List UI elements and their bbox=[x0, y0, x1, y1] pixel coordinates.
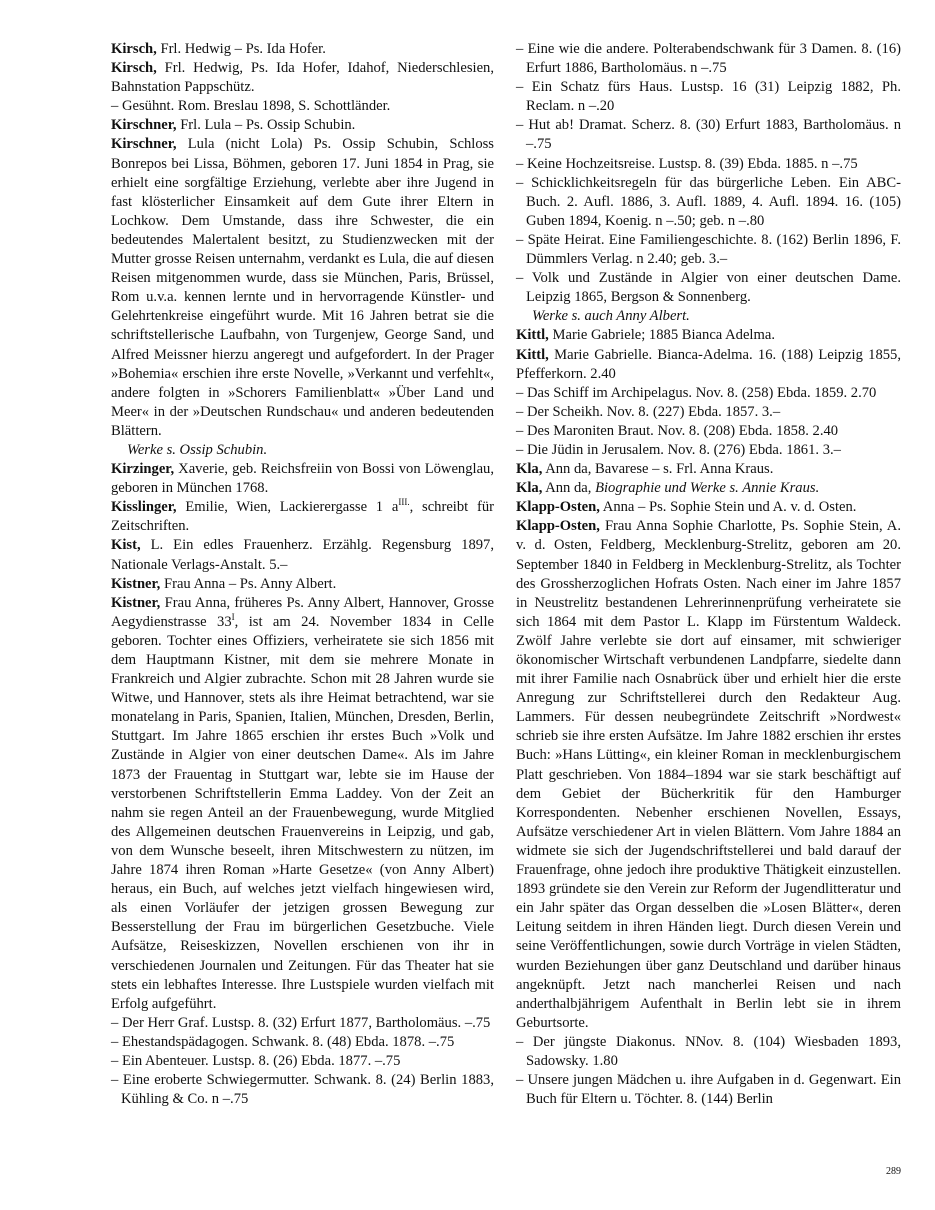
entry-headword: Kistner, bbox=[111, 575, 161, 592]
entry-kirzinger bbox=[111, 460, 494, 498]
work-item: – Des Maroniten Braut. Nov. 8. (208) Ebda. 1858. 2.40 bbox=[516, 422, 839, 439]
entry-kla-1 bbox=[516, 460, 901, 479]
work-item: – Ein Abenteuer. Lustsp. 8. (26) Ebda. 1877. –.75 bbox=[111, 1052, 401, 1069]
entry-text: Ann da, bbox=[542, 480, 596, 497]
entry-headword: Kistner, bbox=[111, 594, 161, 611]
work-item: – Volk und Zustände in Algier von einer deutschen Dame. Leipzig 1865, Bergson & Sonnenberg. bbox=[516, 270, 901, 306]
entry-kirsch-1 bbox=[111, 40, 494, 59]
entry-klapp-osten-1 bbox=[516, 498, 901, 517]
entry-text: Marie Gabriele; 1885 Bianca Adelma. bbox=[548, 327, 775, 344]
work-item: – Der Scheikh. Nov. 8. (227) Ebda. 1857. 3.– bbox=[516, 403, 781, 420]
superscript: III. bbox=[398, 497, 410, 508]
entry-kist bbox=[111, 536, 494, 574]
work-item: – Die Jüdin in Jerusalem. Nov. 8. (276) Ebda. 1861. 3.– bbox=[516, 441, 841, 458]
entry-headword: Klapp-Osten, bbox=[516, 518, 600, 535]
entry-text: Lula (nicht Lola) Ps. Ossip Schubin, Schloss Bonrepos bei Lissa, Böhmen, geboren 17. Juni 1854 in Prag, sie erhielt eine sorgfältige Erziehung, verlebte aber ihre Jugend in fast klösterlicher Einsamkeit auf dem Gute ihrer Eltern in Lochkow. Dem Umstande, dass ihre Schwester, die ein bedeutendes Malertalent besitzt, zu Studienzwecken mit der Mutter grosse Reisen unternahm, verdankt es Lula, die auf diesen Reisen mitgenommen wurde, dass sie München, Paris, Brüssel, Rom u.v.a. kennen lernte und in hervorragende Künstler- und Gelehrtenkreise eingeführt wurde. Mit 16 Jahren betrat sie die schriftstellerische Laufbahn, von Turgenjew, George Sand, und Alfred Meissner hierzu angeregt und aufgefordert. In der Prager »Bohemia« erschien ihre erste Novelle, »Verkannt und verfehlt«, andere folgten in »Schorers Familienblatt« »Über Land und Meer« in der »Deutschen Rundschau« und anderen bedeutenden Blättern. bbox=[111, 136, 494, 439]
entry-text: Frau Anna – Ps. Anny Albert. bbox=[160, 575, 337, 592]
entry-headword: Kittl, bbox=[516, 346, 549, 363]
superscript: I bbox=[231, 611, 235, 622]
entry-text: Frl. Hedwig – Ps. Ida Hofer. bbox=[156, 41, 326, 57]
work-item: – Das Schiff im Archipelagus. Nov. 8. (258) Ebda. 1859. 2.70 bbox=[516, 384, 877, 401]
work-item: – Keine Hochzeitsreise. Lustsp. 8. (39) Ebda. 1885. n –.75 bbox=[516, 155, 858, 172]
work-item: – Späte Heirat. Eine Familiengeschichte. 8. (162) Berlin 1896, F. Dümmlers Verlag. n 2.40; geb. 3.– bbox=[516, 231, 901, 268]
work-item: – Der jüngste Diakonus. NNov. 8. (104) Wiesbaden 1893, Sadowsky. 1.80 bbox=[516, 1033, 901, 1069]
entry-kittl-2 bbox=[516, 346, 901, 384]
entry-text: Emilie, Wien, Lackierergasse 1 a bbox=[176, 499, 399, 516]
entry-text: Frau Anna, früheres Ps. Anny Albert, Hannover, Grosse Aegydienstrasse 33 bbox=[111, 594, 494, 630]
entry-headword: Kirzinger, bbox=[111, 461, 175, 478]
entry-text: Frl. Lula – Ps. Ossip Schubin. bbox=[176, 117, 356, 134]
entry-text: Frau Anna Sophie Charlotte, Ps. Sophie Stein, A. v. d. Osten, Feldberg, Mecklenburg-Strelitz, geboren am 20. September 1840 in Feldberg in Mecklenburg-Strelitz, als Tochter des Grossherzoglichen Hofrats Osten. Nach einer im Jahre 1857 in Neustrelitz bestandenen Lehrerinnenprüfung verheiratete sie sich 1864 mit dem Pastor L. Klapp im Fürstentum Waldeck. Zwölf Jahre verlebte sie dort auf einsamer, mit schwieriger ökonomischer Wirtschaft verbundenen Landpfarre, siedelte dann mit ihrer Familie nach Osnabrück über und erhielt hier die erste Anregung zur Schriftstellerei durch den Redakteur Aug. Lammers. Für dessen neubegründete Zeitschrift »Nordwest« schrieb sie ihre ersten Aufsätze. Im Jahre 1882 erschien ihr erstes Buch: »Hans Lütting«, ein kleiner Roman in mecklenburgischem Platt geschrieben. Von 1884–1894 war sie stark beschäftigt auf dem Gebiet der Bücherkritik für den Hamburger Korrespondenten. Nebenher erschienen Novellen, Essays, Aufsätze verschiedener Art in vielen Blättern. Vom Jahre 1884 an widmete sie sich der Jugendschriftstellerei und bald darauf der Frauenfrage, ohne jedoch ihre produktive Thätigkeit einzustellen. 1893 gründete sie den Verein zur Reform der Jugendlitteratur und ein Jahr später das Organ desselben die »Losen Blätter«, deren Leitung seitdem in ihren Händen liegt. Durch diesen Verein und seine Veröffentlichungen, sowie durch Vorträge in vielen Städten, wurden Beziehungen über ganz Deutschland und darüber hinaus angeknüpft. Jetzt nach mancherlei Reisen und nach anderthalbjährigem Aufenthalt in Berlin lebt sie in ihrem Geburtsorte. bbox=[516, 518, 901, 1031]
entry-headword: Kirsch, bbox=[111, 41, 157, 57]
entry-kisslinger bbox=[111, 498, 494, 536]
work-item: – Schicklichkeitsregeln für das bürgerliche Leben. Ein ABC-Buch. 2. Aufl. 1886, 3. Aufl. 1889, 4. Aufl. 1894. 16. (105) Guben 1894, Koenig. n –.50; geb. n –.80 bbox=[516, 174, 901, 229]
entry-text: Anna – Ps. Sophie Stein und A. v. d. Osten. bbox=[599, 499, 857, 516]
entry-text: , schreibt für Zeitschriften. bbox=[111, 499, 494, 535]
entry-kirsch-2 bbox=[111, 59, 494, 97]
entry-headword: Kla, bbox=[516, 461, 543, 478]
work-item: – Der Herr Graf. Lustsp. 8. (32) Erfurt 1877, Bartholomäus. –.75 bbox=[111, 1014, 491, 1031]
page-number: 289 bbox=[886, 1166, 901, 1177]
entry-text: Frl. Hedwig, Ps. Ida Hofer, Idahof, Niederschlesien, Bahnstation Pappschütz. bbox=[111, 60, 494, 96]
work-item: – Hut ab! Dramat. Scherz. 8. (30) Erfurt 1883, Bartholomäus. n –.75 bbox=[516, 117, 901, 153]
entry-headword: Kla, bbox=[516, 480, 543, 497]
work-item: – Gesühnt. Rom. Breslau 1898, S. Schottländer. bbox=[111, 98, 391, 115]
work-item: – Eine wie die andere. Polterabendschwank für 3 Damen. 8. (16) Erfurt 1886, Bartholomäus. n –.75 bbox=[516, 41, 901, 77]
entry-headword: Klapp-Osten, bbox=[516, 499, 600, 516]
cross-reference: Werke s. auch Anny Albert. bbox=[532, 308, 690, 325]
cross-reference: Biographie und Werke s. Annie Kraus. bbox=[595, 480, 820, 497]
entry-headword: Kirschner, bbox=[111, 117, 177, 134]
entry-text: Marie Gabrielle. Bianca-Adelma. 16. (188) Leipzig 1855, Pfefferkorn. 2.40 bbox=[516, 346, 901, 382]
work-item: – Eine eroberte Schwiegermutter. Schwank. 8. (24) Berlin 1883, Kühling & Co. n –.75 bbox=[111, 1072, 494, 1108]
entry-headword: Kist, bbox=[111, 537, 141, 554]
cross-reference: Werke s. Ossip Schubin. bbox=[127, 441, 268, 458]
entry-headword: Kirsch, bbox=[111, 60, 157, 77]
entry-text: Ann da, Bavarese – s. Frl. Anna Kraus. bbox=[542, 461, 774, 478]
entry-headword: Kirschner, bbox=[111, 136, 177, 153]
entry-kistner-2 bbox=[111, 594, 494, 1014]
work-item: – Unsere jungen Mädchen u. ihre Aufgaben in d. Gegenwart. Ein Buch für Eltern u. Töchter. 8. (144) Berlin bbox=[516, 1072, 901, 1108]
entry-kirschner-2 bbox=[111, 135, 494, 441]
entry-headword: Kisslinger, bbox=[111, 499, 177, 516]
entry-text: L. Ein edles Frauenherz. Erzählg. Regensburg 1897, Nationale Verlags-Anstalt. 5.– bbox=[111, 537, 494, 573]
work-item: – Ehestandspädagogen. Schwank. 8. (48) Ebda. 1878. –.75 bbox=[111, 1033, 455, 1050]
entry-text: Xaverie, geb. Reichsfreiin von Bossi von Löwenglau, geboren in München 1768. bbox=[111, 461, 494, 497]
entry-klapp-osten-2 bbox=[516, 517, 901, 1033]
entry-kistner-1 bbox=[111, 575, 494, 594]
entry-kla-2 bbox=[516, 479, 901, 498]
entry-text: , ist am 24. November 1834 in Celle geboren. Tochter eines Offiziers, verheiratete sie sich 1856 mit dem Hauptmann Kistner, mit dem sie mehrere Monate in Frankreich und Algier zubrachte. Schon mit 28 Jahren wurde sie Witwe, und Hannover, stets als ihre Heimat betrachtend, war sie monatelang in Paris, Spanien, Italien, München, Dresden, Berlin, Stuttgart. Im Jahre 1865 erschien ihr erstes Buch »Volk und Zustände in Algier von einer deutschen Dame«. Als im Jahre 1873 der Frauentag in Stuttgart war, lebte sie im Hause der verstorbenen Schriftstellerin Emma Laddey. Von der Zeit an nahm sie regen Anteil an der Frauenbewegung, wurde Mitglied des Allgemeinen deutschen Frauenvereins in Leipzig, und gab, von dem Wunsche beseelt, ihren Mitschwestern zu nützen, im Jahre 1874 ihren Roman »Harte Gesetze« (von Anny Albert) heraus, ein Buch, auf welches jetzt vielfach hingewiesen wird, als einen Vorläufer der jetzigen grossen Bewegung zur Besserstellung der Frau im bürgerlichen Gesetzbuche. Viele Aufsätze, Reiseskizzen, Novellen erschienen von ihr in verschiedenen Journalen und Zeitungen. Für das Theater hat sie stets ein lebhaftes Interesse. Ihre Lustspiele wurden vielfach mit Erfolg aufgeführt. bbox=[111, 613, 494, 1012]
left-column bbox=[111, 40, 494, 1109]
entry-kittl-1 bbox=[516, 326, 901, 345]
right-column bbox=[516, 40, 901, 1109]
entry-headword: Kittl, bbox=[516, 327, 549, 344]
entry-kirschner-1 bbox=[111, 116, 494, 135]
work-item: – Ein Schatz fürs Haus. Lustsp. 16 (31) Leipzig 1882, Ph. Reclam. n –.20 bbox=[516, 79, 901, 115]
